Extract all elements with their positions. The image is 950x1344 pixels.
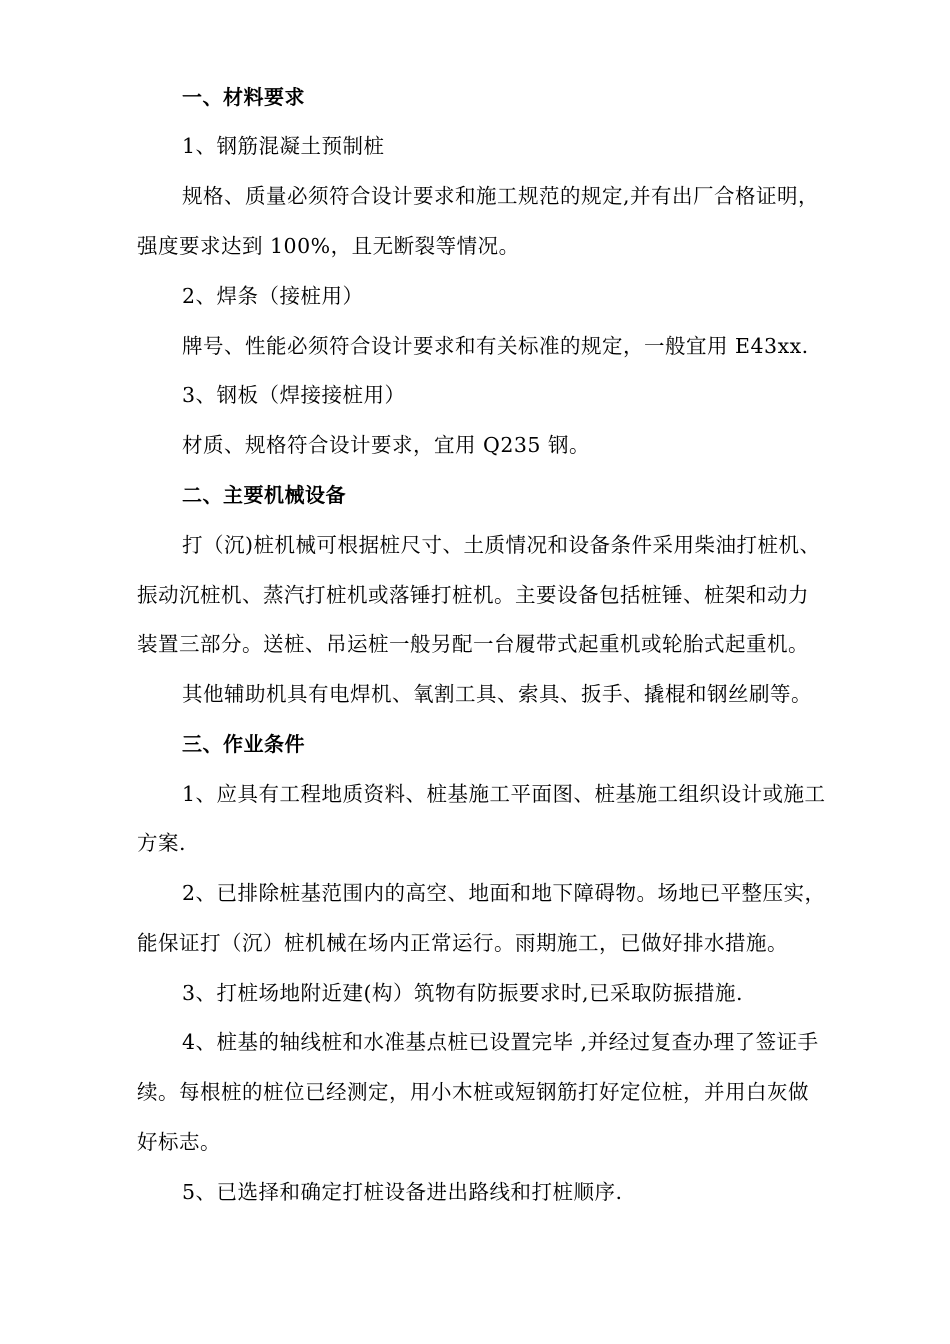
conditions-item4-line3: 好标志。 — [137, 1130, 221, 1154]
materials-item3-title: 3、钢板（焊接接桩用） — [182, 383, 406, 407]
conditions-item3: 3、打桩场地附近建(构）筑物有防振要求时,已采取防振措施. — [182, 981, 744, 1005]
section-heading-equipment: 二、主要机械设备 — [182, 483, 346, 507]
conditions-item2-line2: 能保证打（沉）桩机械在场内正常运行。雨期施工，已做好排水措施。 — [137, 931, 788, 955]
conditions-item4-line1: 4、桩基的轴线桩和水准基点桩已设置完毕 ,并经过复查办理了签证手 — [182, 1030, 819, 1054]
equipment-para1-line2: 振动沉桩机、蒸汽打桩机或落锤打桩机。主要设备包括桩锤、桩架和动力 — [137, 583, 809, 607]
section-heading-conditions: 三、作业条件 — [182, 732, 305, 756]
materials-item3-text: 材质、规格符合设计要求，宜用 Q235 钢。 — [182, 433, 590, 457]
section-heading-materials: 一、材料要求 — [182, 85, 305, 109]
conditions-item1-line1: 1、应具有工程地质资料、桩基施工平面图、桩基施工组织设计或施工 — [182, 782, 826, 806]
equipment-para1-line3: 装置三部分。送桩、吊运桩一般另配一台履带式起重机或轮胎式起重机。 — [137, 632, 809, 656]
materials-item2-text: 牌号、性能必须符合设计要求和有关标准的规定，一般宜用 E43xx. — [182, 334, 809, 358]
conditions-item1-line2: 方案. — [137, 831, 187, 855]
conditions-item2-line1: 2、已排除桩基范围内的高空、地面和地下障碍物。场地已平整压实， — [182, 881, 826, 905]
equipment-para2: 其他辅助机具有电焊机、氧割工具、索具、扳手、撬棍和钢丝刷等。 — [182, 682, 812, 706]
materials-item1-text-line1: 规格、质量必须符合设计要求和施工规范的规定,并有出厂合格证明， — [182, 184, 820, 208]
conditions-item4-line2: 续。每根桩的桩位已经测定，用小木桩或短钢筋打好定位桩，并用白灰做 — [137, 1080, 809, 1104]
materials-item2-title: 2、焊条（接桩用） — [182, 284, 364, 308]
equipment-para1-line1: 打（沉)桩机械可根据桩尺寸、土质情况和设备条件采用柴油打桩机、 — [182, 533, 821, 557]
materials-item1-text-line2: 强度要求达到 100%，且无断裂等情况。 — [137, 234, 520, 258]
conditions-item5: 5、已选择和确定打桩设备进出路线和打桩顺序. — [182, 1180, 623, 1204]
materials-item1-title: 1、钢筋混凝土预制桩 — [182, 134, 385, 158]
